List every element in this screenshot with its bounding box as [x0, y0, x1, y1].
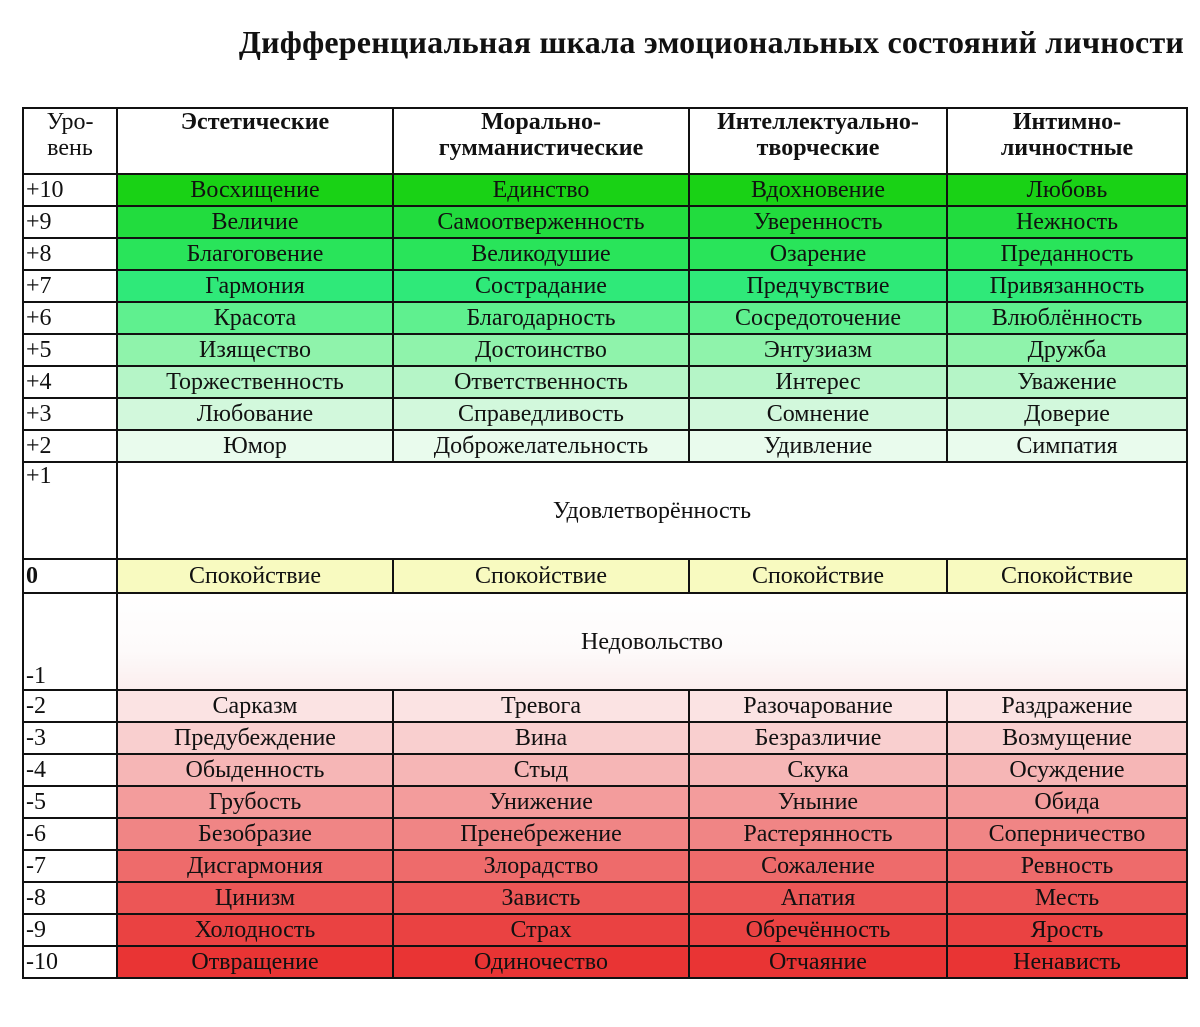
header-intimate-line1: Интимно- — [1012, 109, 1122, 135]
emotion-cell: Доверие — [947, 398, 1187, 430]
emotion-cell: Обыденность — [117, 754, 393, 786]
level-label: +10 — [23, 174, 117, 206]
emotion-cell: Юмор — [117, 430, 393, 462]
emotion-cell: Сострадание — [393, 270, 689, 302]
emotion-cell: Холодность — [117, 914, 393, 946]
level-row — [23, 206, 1187, 238]
level-label: +2 — [23, 430, 117, 462]
level-label: +1 — [23, 462, 117, 559]
emotion-cell: Дружба — [947, 334, 1187, 366]
header-level — [23, 108, 117, 174]
emotion-cell: Привязанность — [947, 270, 1187, 302]
level-row — [23, 430, 1187, 462]
level-row — [23, 334, 1187, 366]
emotion-cell: Страх — [393, 914, 689, 946]
emotion-cell: Сомнение — [689, 398, 947, 430]
level-label: -4 — [23, 754, 117, 786]
emotion-cell: Спокойствие — [689, 559, 947, 593]
level-row — [23, 722, 1187, 754]
level-row — [23, 270, 1187, 302]
emotion-cell: Обречённость — [689, 914, 947, 946]
emotion-cell: Интерес — [689, 366, 947, 398]
emotion-cell: Ревность — [947, 850, 1187, 882]
level-row — [23, 366, 1187, 398]
header-intellectual-line2: творческие — [756, 135, 880, 161]
level-label: -6 — [23, 818, 117, 850]
emotion-cell: Преданность — [947, 238, 1187, 270]
level-label: -10 — [23, 946, 117, 978]
emotion-cell: Тревога — [393, 690, 689, 722]
emotion-cell: Растерянность — [689, 818, 947, 850]
emotion-cell: Симпатия — [947, 430, 1187, 462]
level-label: +7 — [23, 270, 117, 302]
level-row — [23, 174, 1187, 206]
header-intimate — [947, 108, 1187, 174]
header-moral-line2: гумманистические — [438, 135, 644, 161]
emotion-cell: Удивление — [689, 430, 947, 462]
level-label: 0 — [23, 559, 117, 593]
level-label: +4 — [23, 366, 117, 398]
level-label: +9 — [23, 206, 117, 238]
emotion-cell: Месть — [947, 882, 1187, 914]
header-intimate-line2: личностные — [1000, 135, 1134, 161]
page-title: Дифференциальная шкала эмоциональных состояний личности — [238, 24, 1184, 60]
emotion-cell: Вина — [393, 722, 689, 754]
level-label: +3 — [23, 398, 117, 430]
level-label: -9 — [23, 914, 117, 946]
emotion-cell: Нежность — [947, 206, 1187, 238]
level-row-minus-one — [23, 593, 1187, 690]
level-row — [23, 690, 1187, 722]
emotion-cell: Гармония — [117, 270, 393, 302]
emotion-scale-table — [22, 107, 1188, 979]
emotion-cell: Благодарность — [393, 302, 689, 334]
emotion-cell: Красота — [117, 302, 393, 334]
level-label: +6 — [23, 302, 117, 334]
emotion-cell: Справедливость — [393, 398, 689, 430]
emotion-cell: Уныние — [689, 786, 947, 818]
level-row — [23, 818, 1187, 850]
emotion-cell: Ярость — [947, 914, 1187, 946]
emotion-cell: Сожаление — [689, 850, 947, 882]
emotion-cell: Энтузиазм — [689, 334, 947, 366]
level-label: -7 — [23, 850, 117, 882]
level-label: -1 — [23, 593, 117, 690]
header-level-line2: вень — [47, 135, 93, 161]
level-row — [23, 238, 1187, 270]
emotion-cell: Зависть — [393, 882, 689, 914]
emotion-cell: Апатия — [689, 882, 947, 914]
level-label: +8 — [23, 238, 117, 270]
emotion-cell: Озарение — [689, 238, 947, 270]
emotion-cell: Спокойствие — [393, 559, 689, 593]
emotion-cell: Любование — [117, 398, 393, 430]
emotion-cell: Достоинство — [393, 334, 689, 366]
emotion-cell: Соперничество — [947, 818, 1187, 850]
emotion-cell: Спокойствие — [947, 559, 1187, 593]
level-row — [23, 302, 1187, 334]
header-moral — [393, 108, 689, 174]
level-label: -2 — [23, 690, 117, 722]
header-row — [23, 108, 1187, 174]
emotion-cell: Любовь — [947, 174, 1187, 206]
emotion-cell: Великодушие — [393, 238, 689, 270]
emotion-cell: Дисгармония — [117, 850, 393, 882]
emotion-cell: Спокойствие — [117, 559, 393, 593]
emotion-cell: Влюблённость — [947, 302, 1187, 334]
emotion-cell: Единство — [393, 174, 689, 206]
level-row — [23, 882, 1187, 914]
emotion-cell: Раздражение — [947, 690, 1187, 722]
header-aesthetic-label: Эстетические — [180, 109, 330, 135]
header-intellectual — [689, 108, 947, 174]
level-label: -3 — [23, 722, 117, 754]
emotion-cell: Восхищение — [117, 174, 393, 206]
dissatisfaction-cell: Недовольство — [117, 593, 1187, 690]
emotion-cell: Сосредоточение — [689, 302, 947, 334]
level-label: +5 — [23, 334, 117, 366]
emotion-cell: Цинизм — [117, 882, 393, 914]
level-row — [23, 914, 1187, 946]
emotion-cell: Пренебрежение — [393, 818, 689, 850]
level-label: -8 — [23, 882, 117, 914]
emotion-cell: Безразличие — [689, 722, 947, 754]
emotion-cell: Уважение — [947, 366, 1187, 398]
emotion-cell: Скука — [689, 754, 947, 786]
emotion-cell: Злорадство — [393, 850, 689, 882]
level-row — [23, 754, 1187, 786]
emotion-cell: Отвращение — [117, 946, 393, 978]
emotion-cell: Вдохновение — [689, 174, 947, 206]
emotion-cell: Обида — [947, 786, 1187, 818]
emotion-cell: Сарказм — [117, 690, 393, 722]
emotion-cell: Осуждение — [947, 754, 1187, 786]
emotion-cell: Унижение — [393, 786, 689, 818]
emotion-cell: Предубеждение — [117, 722, 393, 754]
header-moral-line1: Морально- — [481, 109, 601, 135]
satisfaction-cell: Удовлетворённость — [117, 462, 1187, 559]
header-level-line1: Уро- — [46, 109, 94, 135]
level-row — [23, 850, 1187, 882]
emotion-cell: Безобразие — [117, 818, 393, 850]
level-row — [23, 398, 1187, 430]
emotion-cell: Ответственность — [393, 366, 689, 398]
level-row-zero — [23, 559, 1187, 593]
level-row — [23, 946, 1187, 978]
header-aesthetic — [117, 108, 393, 174]
level-row-plus-one — [23, 462, 1187, 559]
emotion-cell: Изящество — [117, 334, 393, 366]
emotion-cell: Уверенность — [689, 206, 947, 238]
header-intellectual-line1: Интеллектуально- — [717, 109, 919, 135]
emotion-cell: Величие — [117, 206, 393, 238]
emotion-cell: Разочарование — [689, 690, 947, 722]
emotion-cell: Самоотверженность — [393, 206, 689, 238]
emotion-cell: Стыд — [393, 754, 689, 786]
emotion-cell: Доброжелательность — [393, 430, 689, 462]
emotion-cell: Грубость — [117, 786, 393, 818]
emotion-cell: Благоговение — [117, 238, 393, 270]
emotion-cell: Предчувствие — [689, 270, 947, 302]
emotion-cell: Одиночество — [393, 946, 689, 978]
emotion-cell: Ненависть — [947, 946, 1187, 978]
level-row — [23, 786, 1187, 818]
emotion-cell: Возмущение — [947, 722, 1187, 754]
level-label: -5 — [23, 786, 117, 818]
emotion-cell: Отчаяние — [689, 946, 947, 978]
emotion-cell: Торжественность — [117, 366, 393, 398]
